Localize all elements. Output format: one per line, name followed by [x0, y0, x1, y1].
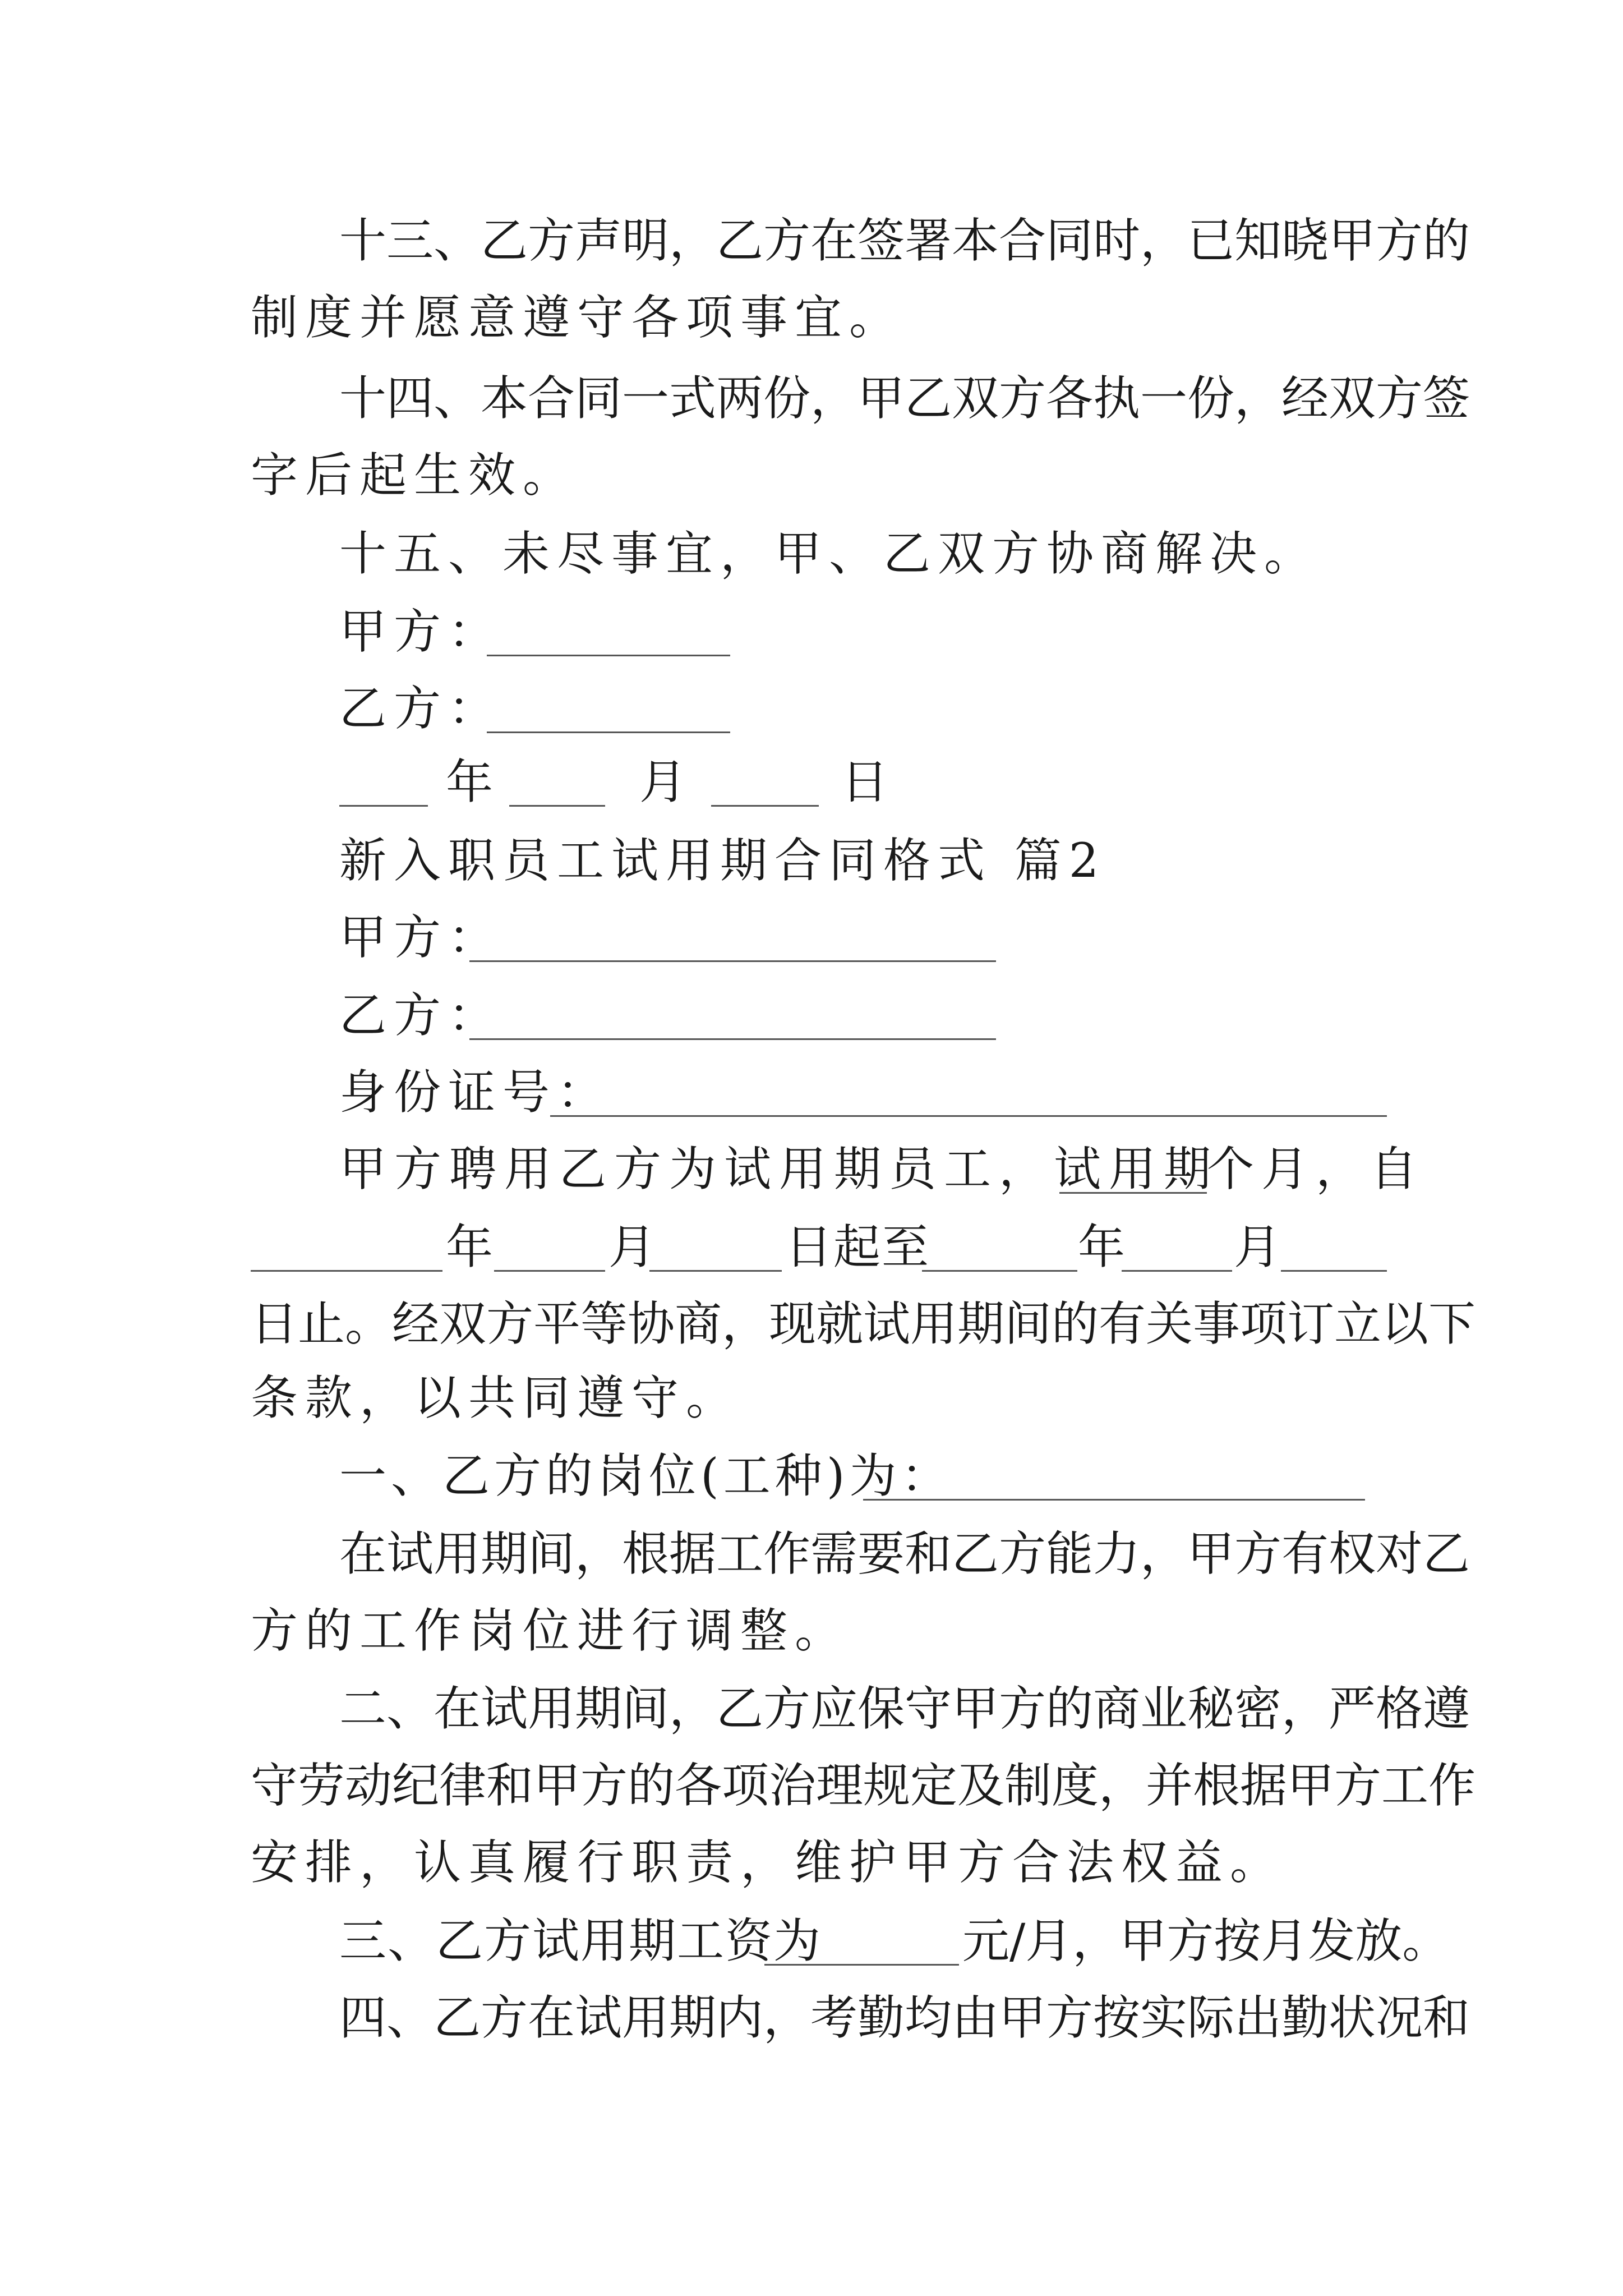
- party-b-line: [0, 984, 1623, 1046]
- party-a-label-2: 甲方：: [339, 910, 503, 965]
- clause-4-line-1: 四、乙方在试用期内，考勤均由甲方按实际出勤状况和: [339, 1990, 1470, 2045]
- end-month-label: 月: [1234, 1220, 1289, 1274]
- year-blank[interactable]: [339, 751, 428, 807]
- party-b-label: 乙方：: [339, 681, 503, 736]
- id-number-line: [0, 1061, 1623, 1123]
- probation-months-blank[interactable]: [1059, 1138, 1207, 1194]
- party-b-blank-2[interactable]: [469, 984, 996, 1040]
- start-year-blank[interactable]: [251, 1216, 442, 1272]
- end-year-blank[interactable]: [922, 1216, 1077, 1272]
- day-label: 日: [841, 754, 896, 809]
- month-blank[interactable]: [509, 751, 605, 807]
- probation-line-2: [0, 1216, 1623, 1278]
- party-a-signature-line: [0, 601, 1623, 662]
- party-a-label: 甲方：: [339, 604, 503, 659]
- end-year-label: 年: [1078, 1220, 1133, 1274]
- clause-1-text-2: 方的工作岗位进行调整。: [251, 1603, 850, 1658]
- probation-line-4: 条款，以共同遵守。: [251, 1370, 741, 1425]
- clause-14-line-2: 字后起生效。: [251, 448, 578, 503]
- signing-date-line: [0, 751, 1623, 813]
- clause-3-text-b: 元/月，甲方按月发放。: [962, 1913, 1450, 1968]
- clause-14-line-1: 十四、本合同一式两份，甲乙双方各执一份，经双方签: [339, 371, 1470, 426]
- clause-3-text-a: 三、乙方试用期工资为: [339, 1913, 822, 1968]
- start-month-label: 月: [608, 1220, 663, 1274]
- start-year-label: 年: [446, 1220, 501, 1274]
- probation-text-b: 个月，自: [1207, 1142, 1425, 1197]
- clause-1-text-1: 在试用期间，根据工作需要和乙方能力，甲方有权对乙: [339, 1526, 1470, 1581]
- day-blank[interactable]: [711, 751, 819, 807]
- section-heading: 新入职员工试用期合同格式 篇2: [339, 833, 1106, 888]
- clause-1-line: [0, 1445, 1623, 1507]
- start-day-blank[interactable]: [649, 1216, 782, 1272]
- year-label: 年: [446, 754, 501, 809]
- salary-blank[interactable]: [764, 1910, 959, 1966]
- clause-13-line-1: 十三、乙方声明，乙方在签署本合同时，已知晓甲方的: [339, 213, 1470, 268]
- clause-1-label: 一、乙方的岗位(工种)为：: [339, 1448, 953, 1503]
- clause-2-line-1: 二、在试用期间，乙方应保守甲方的商业秘密，严格遵: [339, 1681, 1470, 1736]
- from-to-label: 日起至: [785, 1220, 930, 1274]
- month-label: 月: [639, 754, 694, 809]
- id-number-label: 身份证号：: [339, 1065, 612, 1120]
- position-blank[interactable]: [863, 1445, 1365, 1501]
- party-b-blank[interactable]: [487, 678, 730, 733]
- clause-2-line-3: 安排，认真履行职责，维护甲方合法权益。: [251, 1835, 1285, 1890]
- party-a-line: [0, 907, 1623, 968]
- probation-line-3: 日止。经双方平等协商，现就试用期间的有关事项订立以下: [251, 1296, 1476, 1351]
- end-month-blank[interactable]: [1122, 1216, 1232, 1272]
- start-month-blank[interactable]: [494, 1216, 605, 1272]
- party-a-blank-2[interactable]: [469, 907, 996, 962]
- probation-line-1: [0, 1138, 1623, 1200]
- clause-13-line-2: 制度并愿意遵守各项事宜。: [251, 290, 904, 345]
- party-b-label-2: 乙方：: [339, 988, 503, 1043]
- clause-3-line: [0, 1910, 1623, 1972]
- id-number-blank[interactable]: [550, 1061, 1387, 1117]
- party-a-blank[interactable]: [487, 601, 730, 656]
- clause-2-line-2: 守劳动纪律和甲方的各项治理规定及制度，并根据甲方工作: [251, 1758, 1476, 1813]
- clause-15: 十五、未尽事宜，甲、乙双方协商解决。: [339, 526, 1319, 581]
- party-b-signature-line: [0, 678, 1623, 739]
- probation-text-a: 甲方聘用乙方为试用期员工，试用期: [339, 1142, 1219, 1197]
- end-day-blank[interactable]: [1281, 1216, 1387, 1272]
